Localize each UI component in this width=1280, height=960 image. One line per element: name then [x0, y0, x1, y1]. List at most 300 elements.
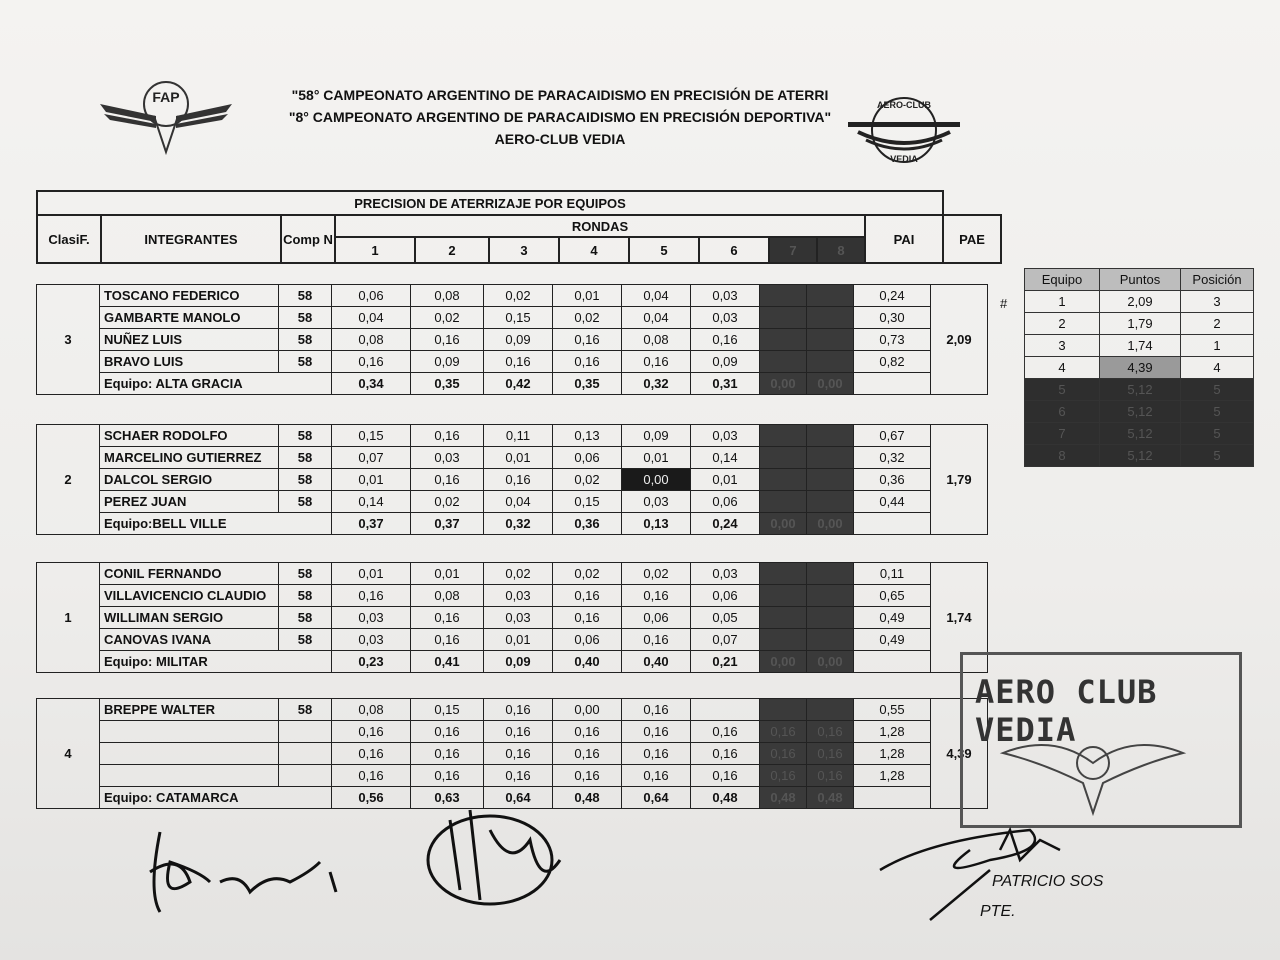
- member-pai: 0,55: [854, 699, 931, 721]
- standings-row: [1025, 379, 1254, 401]
- round-score: 0,03: [691, 285, 760, 307]
- table-header: [36, 190, 1002, 264]
- round-score: 0,16: [691, 329, 760, 351]
- member-name: MARCELINO GUTIERREZ: [100, 447, 279, 469]
- round-score: 0,02: [553, 563, 622, 585]
- round-score: 0,16: [760, 765, 807, 787]
- round-score: 0,16: [484, 699, 553, 721]
- member-name: GAMBARTE MANOLO: [100, 307, 279, 329]
- standings-row: [1025, 401, 1254, 423]
- team-round-total: 0,34: [332, 373, 411, 395]
- team-label: Equipo: CATAMARCA: [100, 787, 332, 809]
- round-score: 0,03: [691, 425, 760, 447]
- round-score: [807, 447, 854, 469]
- team-total-row: [37, 513, 988, 535]
- stamp-emblem-icon: [993, 723, 1193, 819]
- member-name: [100, 765, 279, 787]
- round-score: [760, 285, 807, 307]
- team-round-total: 0,63: [411, 787, 484, 809]
- round-score: [760, 563, 807, 585]
- round-score: [760, 307, 807, 329]
- signature-1: [140, 812, 360, 922]
- round-score: [807, 607, 854, 629]
- team-pae: 4,39: [931, 699, 988, 809]
- round-score: 0,00: [553, 699, 622, 721]
- team-round-total: 0,21: [691, 651, 760, 673]
- member-name: NUÑEZ LUIS: [100, 329, 279, 351]
- team-total-row: [37, 373, 988, 395]
- team-round-total: 0,23: [332, 651, 411, 673]
- round-score: 0,16: [691, 765, 760, 787]
- team-table: [36, 284, 988, 395]
- round-score: 0,03: [691, 563, 760, 585]
- standings-cell: 1: [1025, 291, 1100, 313]
- round-score: [760, 585, 807, 607]
- round-score: [807, 307, 854, 329]
- member-pai: 0,24: [854, 285, 931, 307]
- round-score: 0,16: [553, 351, 622, 373]
- round-score: 0,13: [553, 425, 622, 447]
- table-title: PRECISION DE ATERRIZAJE POR EQUIPOS: [37, 191, 943, 215]
- member-pai: 0,49: [854, 607, 931, 629]
- col-pae: PAE: [943, 215, 1001, 263]
- standings-cell: 6: [1025, 401, 1100, 423]
- table-row: [37, 285, 988, 307]
- round-score: 0,16: [411, 469, 484, 491]
- table-row: [37, 563, 988, 585]
- round-score: 0,03: [332, 629, 411, 651]
- round-score: [760, 607, 807, 629]
- table-row: [37, 491, 988, 513]
- round-score: [760, 699, 807, 721]
- round-score: 0,02: [411, 307, 484, 329]
- team-label: Equipo:BELL VILLE: [100, 513, 332, 535]
- table-row: [37, 469, 988, 491]
- team-pae: 1,74: [931, 563, 988, 673]
- round-score: 0,01: [332, 563, 411, 585]
- round-score: 0,16: [332, 743, 411, 765]
- standings-row: [1025, 313, 1254, 335]
- round-score: 0,16: [807, 765, 854, 787]
- round-score: 0,06: [553, 447, 622, 469]
- round-score: [760, 491, 807, 513]
- round-score: 0,01: [691, 469, 760, 491]
- document-header: [230, 84, 890, 150]
- team-round-total: 0,00: [807, 651, 854, 673]
- signature-3-text-1: PATRICIO SOS: [992, 873, 1104, 890]
- member-comp: 58: [279, 351, 332, 373]
- member-name: BREPPE WALTER: [100, 699, 279, 721]
- member-comp: 58: [279, 629, 332, 651]
- round-score: [760, 329, 807, 351]
- round-score: 0,08: [622, 329, 691, 351]
- member-name: VILLAVICENCIO CLAUDIO: [100, 585, 279, 607]
- team-clasif: 3: [37, 285, 100, 395]
- empty-cell: [854, 787, 931, 809]
- member-comp: 58: [279, 563, 332, 585]
- round-score: 0,03: [691, 307, 760, 329]
- round-score: 0,16: [411, 329, 484, 351]
- round-score: 0,16: [760, 743, 807, 765]
- round-score: 0,01: [622, 447, 691, 469]
- team-round-total: 0,00: [760, 373, 807, 395]
- col-clasif: ClasiF.: [37, 215, 101, 263]
- round-score: [807, 469, 854, 491]
- round-score: 0,02: [622, 563, 691, 585]
- member-comp: 58: [279, 699, 332, 721]
- round-score: [691, 699, 760, 721]
- round-score: 0,16: [553, 607, 622, 629]
- team-round-total: 0,00: [760, 651, 807, 673]
- member-comp: 58: [279, 469, 332, 491]
- team-round-total: 0,64: [484, 787, 553, 809]
- round-header-6: 6: [699, 237, 769, 263]
- member-comp: [279, 765, 332, 787]
- round-score: 0,16: [622, 721, 691, 743]
- round-header-2: 2: [415, 237, 489, 263]
- round-score: 0,16: [411, 629, 484, 651]
- round-score: 0,01: [484, 447, 553, 469]
- member-name: WILLIMAN SERGIO: [100, 607, 279, 629]
- round-score: [760, 425, 807, 447]
- round-score: 0,07: [691, 629, 760, 651]
- round-score: 0,01: [553, 285, 622, 307]
- round-score: 0,09: [622, 425, 691, 447]
- round-score: 0,02: [553, 307, 622, 329]
- member-comp: 58: [279, 585, 332, 607]
- header-line-2: "8° CAMPEONATO ARGENTINO DE PARACAIDISMO EN PRECISIÓN DEPORTIVA": [288, 109, 832, 125]
- round-header-5: 5: [629, 237, 699, 263]
- table-row: [37, 629, 988, 651]
- team-round-total: 0,40: [553, 651, 622, 673]
- round-score: 0,16: [622, 351, 691, 373]
- member-comp: 58: [279, 307, 332, 329]
- round-score: 0,00: [622, 469, 691, 491]
- round-score: 0,08: [411, 585, 484, 607]
- standings-cell: 7: [1025, 423, 1100, 445]
- table-row: [37, 447, 988, 469]
- col-integrantes: INTEGRANTES: [101, 215, 281, 263]
- member-comp: 58: [279, 329, 332, 351]
- standings-row: [1025, 357, 1254, 379]
- round-score: 0,15: [553, 491, 622, 513]
- round-score: 0,05: [691, 607, 760, 629]
- round-score: [807, 329, 854, 351]
- standings-table: [1024, 268, 1254, 467]
- round-score: 0,04: [332, 307, 411, 329]
- team-table: [36, 698, 988, 809]
- round-score: 0,16: [553, 721, 622, 743]
- round-score: [807, 699, 854, 721]
- team-label: Equipo: MILITAR: [100, 651, 332, 673]
- member-name: CANOVAS IVANA: [100, 629, 279, 651]
- member-comp: [279, 721, 332, 743]
- round-score: [760, 469, 807, 491]
- round-score: 0,16: [332, 351, 411, 373]
- member-name: BRAVO LUIS: [100, 351, 279, 373]
- standings-row: [1025, 291, 1254, 313]
- team-clasif: 2: [37, 425, 100, 535]
- standings-row: [1025, 445, 1254, 467]
- round-header-8: 8: [817, 237, 865, 263]
- empty-cell: [854, 373, 931, 395]
- round-score: 0,16: [332, 721, 411, 743]
- table-row: [37, 765, 988, 787]
- round-score: 0,16: [622, 629, 691, 651]
- standings-cell: 2: [1025, 313, 1100, 335]
- fap-logo: [96, 76, 236, 156]
- round-score: 0,03: [484, 607, 553, 629]
- round-header-4: 4: [559, 237, 629, 263]
- round-score: 0,06: [691, 491, 760, 513]
- round-score: 0,16: [411, 607, 484, 629]
- member-comp: 58: [279, 285, 332, 307]
- aero-club-stamp: [960, 652, 1242, 828]
- standings-cell: 5: [1181, 401, 1254, 423]
- round-score: 0,16: [484, 469, 553, 491]
- standings-cell: 5,12: [1100, 445, 1181, 467]
- col-comp: Comp N: [281, 215, 335, 263]
- round-score: 0,04: [622, 307, 691, 329]
- round-score: 0,03: [411, 447, 484, 469]
- team-round-total: 0,32: [622, 373, 691, 395]
- round-score: 0,06: [332, 285, 411, 307]
- standings-cell: 2,09: [1100, 291, 1181, 313]
- round-score: 0,14: [691, 447, 760, 469]
- round-score: [760, 447, 807, 469]
- table-row: [37, 721, 988, 743]
- standings-cell: 4: [1181, 357, 1254, 379]
- round-score: 0,04: [622, 285, 691, 307]
- table-row: [37, 585, 988, 607]
- team-round-total: 0,48: [691, 787, 760, 809]
- round-score: 0,16: [332, 765, 411, 787]
- team-round-total: 0,24: [691, 513, 760, 535]
- member-pai: 1,28: [854, 743, 931, 765]
- round-score: 0,09: [411, 351, 484, 373]
- member-pai: 0,11: [854, 563, 931, 585]
- member-pai: 0,44: [854, 491, 931, 513]
- team-table: [36, 562, 988, 673]
- team-round-total: 0,32: [484, 513, 553, 535]
- team-round-total: 0,31: [691, 373, 760, 395]
- table-row: [37, 607, 988, 629]
- round-score: 0,02: [484, 285, 553, 307]
- round-score: [760, 351, 807, 373]
- standings-cell: 5: [1181, 423, 1254, 445]
- table-row: [37, 329, 988, 351]
- team-round-total: 0,40: [622, 651, 691, 673]
- round-score: 0,08: [332, 699, 411, 721]
- team-round-total: 0,48: [553, 787, 622, 809]
- standings-row: [1025, 423, 1254, 445]
- team-clasif: 4: [37, 699, 100, 809]
- team-round-total: 0,64: [622, 787, 691, 809]
- member-name: PEREZ JUAN: [100, 491, 279, 513]
- member-pai: 0,49: [854, 629, 931, 651]
- round-score: 0,03: [332, 607, 411, 629]
- standings-header: Equipo: [1025, 269, 1100, 291]
- member-pai: 0,30: [854, 307, 931, 329]
- member-pai: 0,65: [854, 585, 931, 607]
- signature-3-text-2: PTE.: [980, 903, 1016, 920]
- team-round-total: 0,35: [553, 373, 622, 395]
- fap-logo-text: FAP: [152, 89, 180, 105]
- standings-cell: 5,12: [1100, 423, 1181, 445]
- logo-top-text: AERO-CLUB: [877, 100, 931, 110]
- standings-cell: 2: [1181, 313, 1254, 335]
- round-score: 0,01: [484, 629, 553, 651]
- round-score: [807, 285, 854, 307]
- round-score: 0,16: [691, 721, 760, 743]
- team-round-total: 0,00: [807, 373, 854, 395]
- team-round-total: 0,48: [807, 787, 854, 809]
- table-row: [37, 351, 988, 373]
- round-score: 0,01: [332, 469, 411, 491]
- team-round-total: 0,00: [807, 513, 854, 535]
- team-pae: 1,79: [931, 425, 988, 535]
- round-score: 0,02: [484, 563, 553, 585]
- round-score: 0,11: [484, 425, 553, 447]
- table-row: [37, 743, 988, 765]
- round-score: 0,16: [411, 765, 484, 787]
- round-score: 0,04: [484, 491, 553, 513]
- member-pai: 1,28: [854, 721, 931, 743]
- round-score: 0,06: [691, 585, 760, 607]
- member-pai: 0,73: [854, 329, 931, 351]
- standings-cell: 5,12: [1100, 401, 1181, 423]
- team-round-total: 0,56: [332, 787, 411, 809]
- round-score: 0,07: [332, 447, 411, 469]
- col-pai: PAI: [865, 215, 943, 263]
- member-pai: 0,82: [854, 351, 931, 373]
- round-score: 0,15: [411, 699, 484, 721]
- round-score: 0,16: [553, 585, 622, 607]
- team-round-total: 0,41: [411, 651, 484, 673]
- team-round-total: 0,42: [484, 373, 553, 395]
- hash-mark: #: [1000, 296, 1008, 311]
- team-round-total: 0,37: [332, 513, 411, 535]
- member-comp: [279, 743, 332, 765]
- stamp-title: AERO CLUB VEDIA: [975, 673, 1158, 749]
- round-score: 0,01: [411, 563, 484, 585]
- round-score: 0,16: [691, 743, 760, 765]
- standings-cell: 1,79: [1100, 313, 1181, 335]
- team-pae: 2,09: [931, 285, 988, 395]
- round-score: [807, 491, 854, 513]
- round-header-3: 3: [489, 237, 559, 263]
- round-score: 0,14: [332, 491, 411, 513]
- round-score: 0,16: [760, 721, 807, 743]
- member-comp: 58: [279, 447, 332, 469]
- team-total-row: [37, 651, 988, 673]
- round-score: 0,15: [332, 425, 411, 447]
- round-score: 0,16: [622, 765, 691, 787]
- standings-cell: 8: [1025, 445, 1100, 467]
- round-score: 0,16: [484, 721, 553, 743]
- member-name: DALCOL SERGIO: [100, 469, 279, 491]
- round-score: 0,02: [411, 491, 484, 513]
- member-name: TOSCANO FEDERICO: [100, 285, 279, 307]
- round-score: 0,15: [484, 307, 553, 329]
- member-name: [100, 743, 279, 765]
- round-score: 0,06: [553, 629, 622, 651]
- standings-header: Puntos: [1100, 269, 1181, 291]
- member-name: SCHAER RODOLFO: [100, 425, 279, 447]
- round-header-7: 7: [769, 237, 817, 263]
- team-round-total: 0,35: [411, 373, 484, 395]
- member-pai: 1,28: [854, 765, 931, 787]
- round-score: 0,16: [553, 765, 622, 787]
- standings-cell: 1: [1181, 335, 1254, 357]
- round-score: 0,16: [622, 743, 691, 765]
- standings-cell: 1,74: [1100, 335, 1181, 357]
- standings-cell: 4: [1025, 357, 1100, 379]
- round-score: 0,16: [411, 721, 484, 743]
- round-score: 0,16: [807, 743, 854, 765]
- standings-cell: 3: [1181, 291, 1254, 313]
- round-header-1: 1: [335, 237, 415, 263]
- team-clasif: 1: [37, 563, 100, 673]
- team-round-total: 0,37: [411, 513, 484, 535]
- round-score: 0,08: [411, 285, 484, 307]
- member-name: [100, 721, 279, 743]
- round-score: [760, 629, 807, 651]
- standings-cell: 3: [1025, 335, 1100, 357]
- team-round-total: 0,36: [553, 513, 622, 535]
- standings-row: [1025, 335, 1254, 357]
- standings-cell: 5: [1181, 379, 1254, 401]
- round-score: [807, 351, 854, 373]
- header-line-1: "58° CAMPEONATO ARGENTINO DE PARACAIDISMO EN PRECISIÓN DE ATERRI: [291, 87, 829, 103]
- col-rondas: RONDAS: [335, 215, 865, 237]
- round-score: [807, 629, 854, 651]
- member-comp: 58: [279, 607, 332, 629]
- member-pai: 0,32: [854, 447, 931, 469]
- empty-cell: [854, 651, 931, 673]
- team-label: Equipo: ALTA GRACIA: [100, 373, 332, 395]
- team-table: [36, 424, 988, 535]
- empty-cell: [854, 513, 931, 535]
- member-comp: 58: [279, 491, 332, 513]
- round-score: 0,16: [484, 351, 553, 373]
- round-score: 0,16: [553, 743, 622, 765]
- standings-cell: 4,39: [1100, 357, 1181, 379]
- round-score: 0,16: [411, 425, 484, 447]
- round-score: [807, 425, 854, 447]
- round-score: 0,16: [332, 585, 411, 607]
- standings-header: Posición: [1181, 269, 1254, 291]
- round-score: 0,16: [484, 765, 553, 787]
- standings-cell: 5,12: [1100, 379, 1181, 401]
- standings-cell: 5: [1025, 379, 1100, 401]
- table-row: [37, 307, 988, 329]
- round-score: 0,08: [332, 329, 411, 351]
- round-score: 0,03: [484, 585, 553, 607]
- round-score: 0,09: [484, 329, 553, 351]
- member-name: CONIL FERNANDO: [100, 563, 279, 585]
- team-round-total: 0,00: [760, 513, 807, 535]
- round-score: 0,16: [622, 699, 691, 721]
- round-score: 0,16: [622, 585, 691, 607]
- round-score: 0,09: [691, 351, 760, 373]
- signature-2: [420, 800, 580, 910]
- team-round-total: 0,48: [760, 787, 807, 809]
- logo-bottom-text: VEDIA: [890, 154, 918, 164]
- round-score: 0,16: [807, 721, 854, 743]
- round-score: [807, 585, 854, 607]
- round-score: 0,02: [553, 469, 622, 491]
